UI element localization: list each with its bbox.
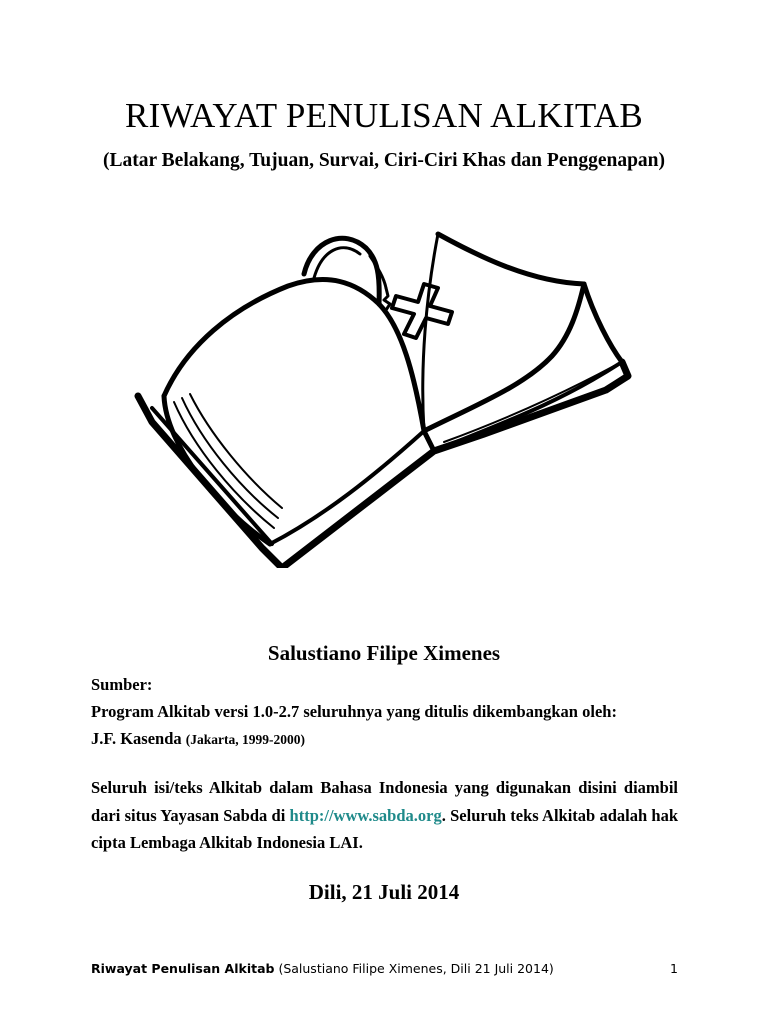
- document-title: RIWAYAT PENULISAN ALKITAB: [124, 96, 644, 135]
- source-line-1: Program Alkitab versi 1.0-2.7 seluruhnya yang ditulis dikembangkan oleh:: [91, 702, 617, 721]
- source-developer: J.F. Kasenda: [91, 729, 182, 748]
- sabda-link[interactable]: http://www.sabda.org: [289, 805, 442, 825]
- paragraph-text-before-link: Seluruh isi/teks Alkitab dalam Bahasa Indonesia yang digunakan disini diambil dari situs Yayasan Sabda di: [91, 778, 678, 825]
- page-footer: [91, 960, 691, 978]
- paragraph-text-after-link: . Seluruh teks Alkitab adalah hak cipta Lembaga Alkitab Indonesia LAI.: [91, 805, 679, 852]
- source-developer-detail: (Jakarta, 1999-2000): [185, 732, 305, 747]
- page-number: 1: [670, 961, 678, 976]
- document-date: Dili, 21 Juli 2014: [308, 880, 460, 904]
- footer-title: Riwayat Penulisan Alkitab: [91, 961, 275, 976]
- author-name: Salustiano Filipe Ximenes: [267, 641, 501, 665]
- source-label: Sumber:: [91, 675, 153, 694]
- footer-detail: (Salustiano Filipe Ximenes, Dili 21 Juli 2014): [274, 961, 554, 976]
- document-subtitle: (Latar Belakang, Tujuan, Survai, Ciri-Ciri Khas dan Penggenapan): [103, 150, 665, 171]
- copyright-paragraph: [91, 774, 678, 857]
- open-bible-with-cross-icon: [134, 226, 634, 568]
- source-line-2: [91, 728, 691, 751]
